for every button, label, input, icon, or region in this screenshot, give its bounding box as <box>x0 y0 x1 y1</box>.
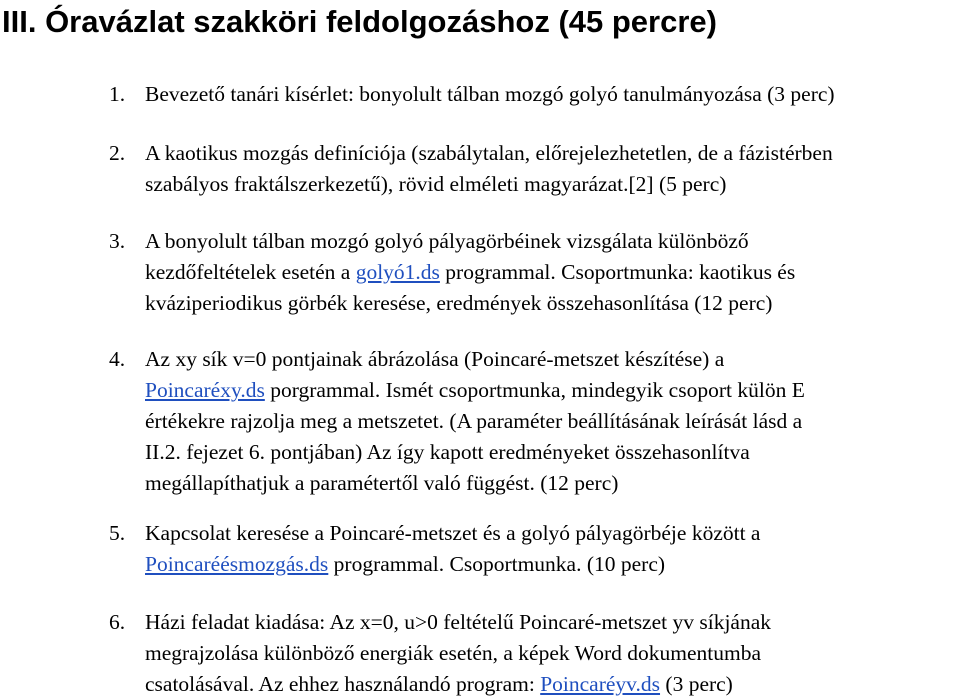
item-line: Kapcsolat keresése a Poincaré-metszet és a golyó pályagörbéje között a <box>145 521 761 545</box>
item-line: szabályos fraktálszerkezetű), rövid elméleti magyarázat.[2] (5 perc) <box>145 172 727 196</box>
item-line: Házi feladat kiadása: Az x=0, u>0 feltételű Poincaré-metszet yv síkjának <box>145 610 772 634</box>
item-line: Bevezető tanári kísérlet: bonyolult tálban mozgó golyó tanulmányozása (3 perc) <box>145 82 835 106</box>
poincareyv-file-link[interactable]: Poincaréyv.ds <box>540 672 661 696</box>
item-line <box>145 669 956 700</box>
item-line <box>145 257 956 288</box>
item-text-segment: kezdőfeltételek esetén a <box>145 260 356 284</box>
item-line <box>145 375 956 406</box>
item-text <box>145 79 960 110</box>
list-item-2 <box>109 138 960 200</box>
item-text-segment: programmal. Csoportmunka. (10 perc) <box>328 552 666 576</box>
item-line: Az xy sík v=0 pontjainak ábrázolása (Poincaré-metszet készítése) a <box>145 347 725 371</box>
page-title: III. Óravázlat szakköri feldolgozáshoz (45 percre) <box>2 4 717 39</box>
list-item-3 <box>109 226 960 319</box>
item-text <box>145 607 960 700</box>
item-number: 1. <box>109 82 126 106</box>
item-text <box>145 138 960 200</box>
list-item-5 <box>109 518 960 580</box>
item-line: A kaotikus mozgás definíciója (szabálytalan, előrejelezhetetlen, de a fázistérben <box>145 141 833 165</box>
item-text <box>145 344 960 499</box>
list-item-4 <box>109 344 960 499</box>
item-line: értékekre rajzolja meg a metszetet. (A paraméter beállításának leírását lásd a <box>145 409 803 433</box>
item-text <box>145 226 960 319</box>
golyo1-file-link[interactable]: golyó1.ds <box>355 260 440 284</box>
item-line: A bonyolult tálban mozgó golyó pályagörbéinek vizsgálata különböző <box>145 229 749 253</box>
item-number: 2. <box>109 141 126 165</box>
item-text-segment: csatolásával. Az ehhez használandó program: <box>145 672 541 696</box>
item-line: kváziperiodikus görbék keresése, eredmények összehasonlítása (12 perc) <box>145 291 773 315</box>
item-number: 4. <box>109 347 126 371</box>
item-number: 3. <box>109 229 126 253</box>
item-line: II.2. fejezet 6. pontjában) Az így kapott eredményeket összehasonlítva <box>145 440 750 464</box>
list-item-6 <box>109 607 960 700</box>
item-text-segment: porgrammal. Ismét csoportmunka, mindegyik csoport külön E <box>264 378 805 402</box>
item-line: megrajzolása különböző energiák esetén, a képek Word dokumentumba <box>145 641 761 665</box>
item-line: megállapíthatjuk a paramétertől való függést. (12 perc) <box>145 471 619 495</box>
item-number: 6. <box>109 610 126 634</box>
item-line <box>145 549 956 580</box>
item-text-segment: programmal. Csoportmunka: kaotikus és <box>439 260 796 284</box>
poincareesmozgas-file-link[interactable]: Poincaréésmozgás.ds <box>145 552 329 576</box>
item-text <box>145 518 960 580</box>
item-text-segment: (3 perc) <box>660 672 733 696</box>
poincarexy-file-link[interactable]: Poincaréxy.ds <box>145 378 265 402</box>
item-number: 5. <box>109 521 126 545</box>
list-item-1 <box>109 79 960 110</box>
